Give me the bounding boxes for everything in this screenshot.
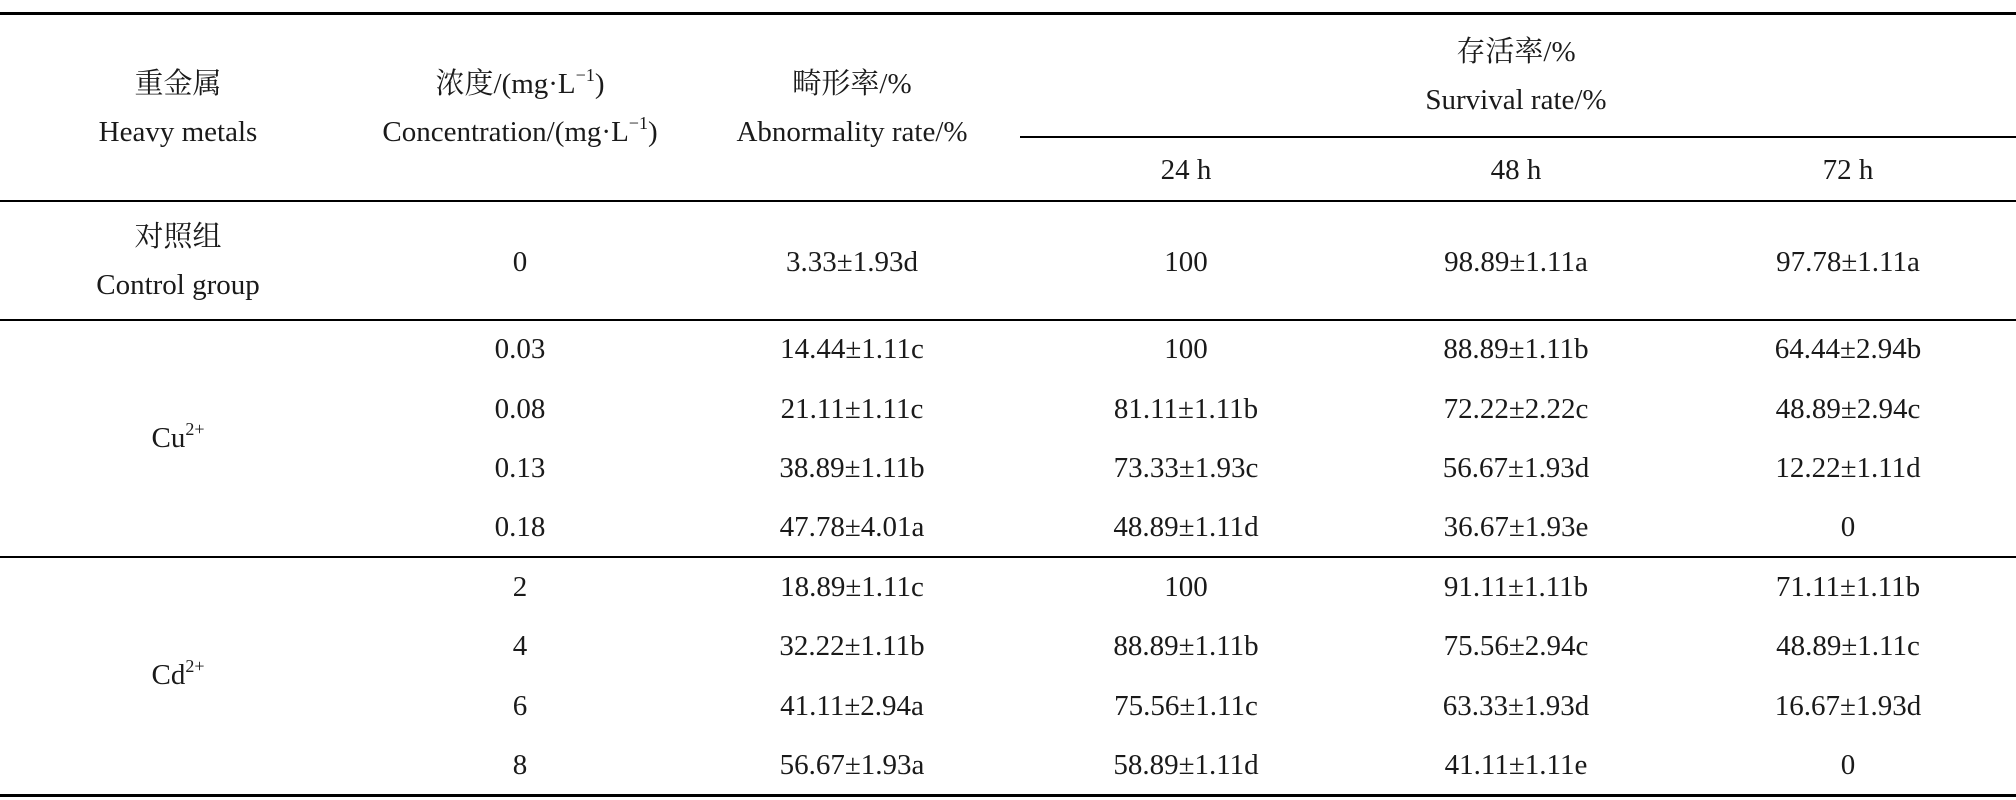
cu-row-1-survival-48h: 88.89±1.11b <box>1443 333 1589 365</box>
header-abnormality <box>736 66 967 150</box>
control-concentration: 0 <box>512 246 528 278</box>
cu-row-2-survival-24h: 81.11±1.11b <box>1113 393 1259 425</box>
cu-bottom-rule <box>0 556 2016 558</box>
header-abnormality-en: Abnormality rate/% <box>736 116 968 148</box>
header-concentration-zh-sup: −1 <box>575 65 595 85</box>
cd-row-2-survival-24h: 88.89±1.11b <box>1113 630 1259 662</box>
cd-row-1-survival-24h: 100 <box>1164 571 1208 603</box>
top-rule <box>0 12 2016 15</box>
control-abnormality: 3.33±1.93d <box>786 246 918 278</box>
cd-row-2-survival-48h: 75.56±2.94c <box>1443 630 1589 662</box>
header-concentration-en-sup: −1 <box>628 113 648 133</box>
cd-row-3-survival-24h: 75.56±1.11c <box>1114 690 1258 722</box>
control-bottom-rule <box>0 319 2016 321</box>
cu-row-1-concentration: 0.03 <box>494 333 546 365</box>
control-group-zh: 对照组 <box>134 221 222 253</box>
cd-row-1-survival-48h: 91.11±1.11b <box>1443 571 1589 603</box>
header-concentration-zh-end: ) <box>594 68 605 100</box>
cd-row-2-survival-72h: 48.89±1.11c <box>1776 630 1920 662</box>
header-time-72h: 72 h <box>1822 154 1874 186</box>
cd-row-4-survival-24h: 58.89±1.11d <box>1113 749 1259 781</box>
cd-group-label <box>152 657 205 693</box>
cd-row-3-abnormality: 41.11±2.94a <box>780 690 924 722</box>
control-survival-24h: 100 <box>1164 246 1208 278</box>
cd-label-sup: 2+ <box>185 656 205 676</box>
cu-row-2-abnormality: 21.11±1.11c <box>780 393 924 425</box>
header-abnormality-zh: 畸形率/% <box>792 68 912 100</box>
cd-row-1-survival-72h: 71.11±1.11b <box>1775 571 1921 603</box>
header-concentration-en <box>382 114 657 150</box>
cd-row-4-concentration: 8 <box>512 749 528 781</box>
header-heavy-metals-zh: 重金属 <box>134 68 222 100</box>
cu-row-2-survival-48h: 72.22±2.22c <box>1443 393 1589 425</box>
cu-row-4-concentration: 0.18 <box>494 511 546 543</box>
control-group-en: Control group <box>96 269 260 301</box>
cu-label-sup: 2+ <box>185 419 205 439</box>
header-concentration-en-end: ) <box>647 116 658 148</box>
cd-row-3-survival-72h: 16.67±1.93d <box>1774 690 1922 722</box>
bottom-rule <box>0 794 2016 797</box>
cd-row-4-abnormality: 56.67±1.93a <box>779 749 925 781</box>
header-survival <box>1425 34 1606 118</box>
header-bottom-rule <box>0 200 2016 202</box>
cu-row-2-concentration: 0.08 <box>494 393 546 425</box>
control-survival-48h: 98.89±1.11a <box>1444 246 1588 278</box>
header-survival-zh: 存活率/% <box>1456 36 1576 68</box>
header-concentration-zh <box>382 66 657 102</box>
cd-row-4-survival-48h: 41.11±1.11e <box>1444 749 1588 781</box>
cu-row-1-abnormality: 14.44±1.11c <box>780 333 924 365</box>
cu-label-text: Cu <box>151 422 186 454</box>
cd-row-4-survival-72h: 0 <box>1840 749 1856 781</box>
cd-row-3-concentration: 6 <box>512 690 528 722</box>
control-group-label <box>96 219 260 303</box>
header-concentration-en-text: Concentration/(mg·L <box>382 116 629 148</box>
header-concentration <box>382 66 657 150</box>
header-heavy-metals <box>99 66 258 150</box>
header-time-24h: 24 h <box>1160 154 1212 186</box>
cd-row-2-concentration: 4 <box>512 630 528 662</box>
header-time-48h: 48 h <box>1490 154 1542 186</box>
survival-subheader-rule <box>1020 136 2016 138</box>
header-concentration-zh-text: 浓度/(mg·L <box>435 68 576 100</box>
header-heavy-metals-en: Heavy metals <box>98 116 258 148</box>
cu-row-1-survival-72h: 64.44±2.94b <box>1774 333 1922 365</box>
cu-row-1-survival-24h: 100 <box>1164 333 1208 365</box>
cu-row-3-concentration: 0.13 <box>494 452 546 484</box>
header-survival-en: Survival rate/% <box>1425 84 1607 116</box>
cu-group-label <box>152 420 205 456</box>
cu-row-3-abnormality: 38.89±1.11b <box>779 452 925 484</box>
cd-row-2-abnormality: 32.22±1.11b <box>779 630 925 662</box>
cu-row-4-survival-72h: 0 <box>1840 511 1856 543</box>
cu-row-4-survival-24h: 48.89±1.11d <box>1113 511 1259 543</box>
cu-row-3-survival-72h: 12.22±1.11d <box>1775 452 1921 484</box>
cd-row-1-abnormality: 18.89±1.11c <box>780 571 924 603</box>
cd-label-text: Cd <box>151 659 186 691</box>
cd-row-3-survival-48h: 63.33±1.93d <box>1442 690 1590 722</box>
cu-row-3-survival-48h: 56.67±1.93d <box>1442 452 1590 484</box>
cd-row-1-concentration: 2 <box>512 571 528 603</box>
cu-row-2-survival-72h: 48.89±2.94c <box>1775 393 1921 425</box>
cu-row-4-abnormality: 47.78±4.01a <box>779 511 925 543</box>
control-survival-72h: 97.78±1.11a <box>1776 246 1920 278</box>
cu-row-3-survival-24h: 73.33±1.93c <box>1113 452 1259 484</box>
cu-row-4-survival-48h: 36.67±1.93e <box>1443 511 1589 543</box>
